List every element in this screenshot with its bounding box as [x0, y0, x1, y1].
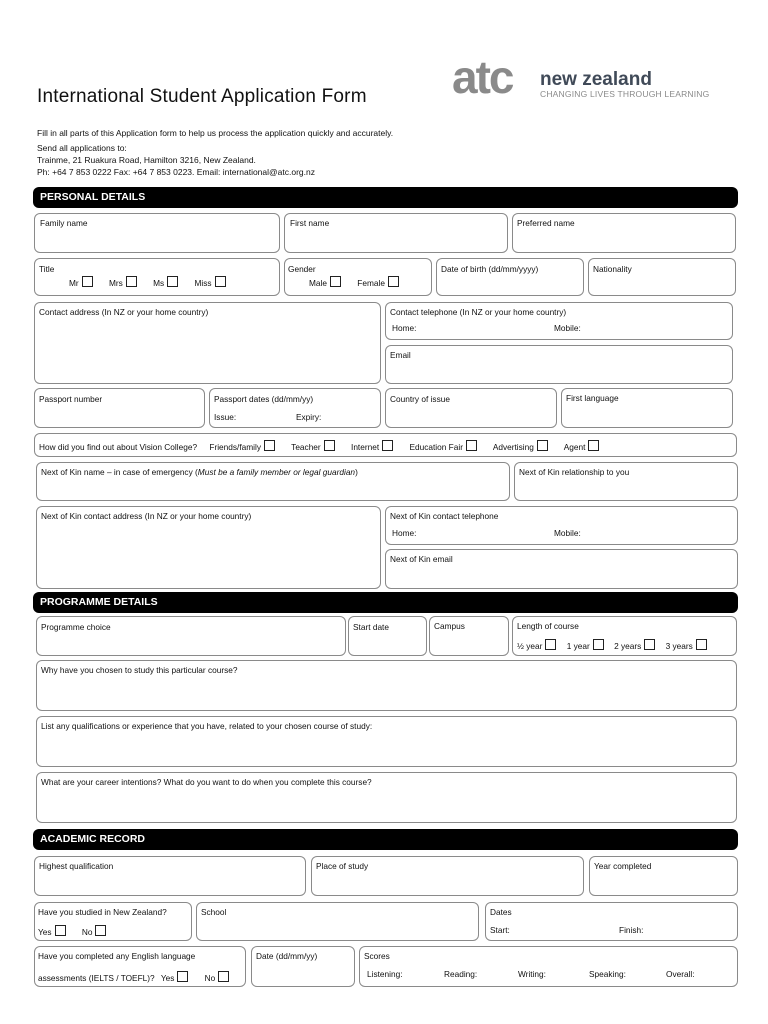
- checkbox[interactable]: [545, 639, 556, 650]
- gender-label: Gender: [288, 264, 316, 274]
- nok-telephone-field[interactable]: [385, 506, 738, 545]
- nationality-label: Nationality: [593, 264, 632, 274]
- place-of-study-label: Place of study: [316, 861, 369, 871]
- preferred-name-field[interactable]: [512, 213, 736, 253]
- nok-relationship-field[interactable]: [514, 462, 738, 501]
- career-field[interactable]: [36, 772, 737, 823]
- programme-choice-label: Programme choice: [41, 622, 111, 632]
- first-name-field[interactable]: [284, 213, 508, 253]
- section-personal: PERSONAL DETAILS: [33, 187, 738, 208]
- checkbox[interactable]: [177, 971, 188, 982]
- speaking-label: Speaking:: [589, 969, 626, 979]
- issue-label: Issue:: [214, 412, 237, 422]
- contact-telephone-field[interactable]: [385, 302, 733, 340]
- assessment-date-field[interactable]: [251, 946, 355, 987]
- school-label: School: [201, 907, 227, 917]
- start-date-label: Start date: [353, 622, 389, 632]
- atc-logo: [452, 51, 722, 104]
- family-name-field[interactable]: [34, 213, 280, 253]
- nok-email-label: Next of Kin email: [390, 554, 453, 564]
- nok-email-field[interactable]: [385, 549, 738, 589]
- no-label: No: [204, 973, 216, 983]
- checkbox[interactable]: [82, 276, 93, 287]
- checkbox[interactable]: [388, 276, 399, 287]
- checkbox[interactable]: [696, 639, 707, 650]
- how-found-label: How did you find out about Vision College?: [39, 442, 198, 452]
- title-option-label: Ms: [153, 278, 165, 288]
- address-text: Trainme, 21 Ruakura Road, Hamilton 3216, New Zealand.: [37, 155, 256, 165]
- checkbox[interactable]: [126, 276, 137, 287]
- logo-name: new zealand: [540, 69, 652, 90]
- how-found-option-label: Education Fair: [409, 442, 463, 452]
- title-field: [34, 258, 280, 296]
- gender-field: [284, 258, 432, 296]
- email-field[interactable]: [385, 345, 733, 384]
- start-label: Start:: [490, 925, 510, 935]
- english-assessment-field: [34, 946, 246, 987]
- school-field[interactable]: [196, 902, 479, 941]
- passport-dates-label: Passport dates (dd/mm/yy): [214, 394, 314, 404]
- email-label: Email: [390, 350, 411, 360]
- checkbox[interactable]: [218, 971, 229, 982]
- campus-field[interactable]: [429, 616, 509, 656]
- contact-telephone-label: Contact telephone (In NZ or your home country): [390, 307, 567, 317]
- nok-mobile-label: Mobile:: [554, 528, 581, 538]
- dates-field[interactable]: [485, 902, 738, 941]
- highest-qualification-label: Highest qualification: [39, 861, 114, 871]
- passport-number-field[interactable]: [34, 388, 205, 428]
- family-name-label: Family name: [40, 218, 88, 228]
- yes-label: Yes: [38, 927, 52, 937]
- title-option-label: Mr: [69, 278, 79, 288]
- section-programme: PROGRAMME DETAILS: [33, 592, 738, 613]
- passport-number-label: Passport number: [39, 394, 103, 404]
- studied-nz-options: [38, 925, 120, 937]
- nok-name-note: Must be a family member or legal guardian: [197, 467, 356, 477]
- no-label: No: [81, 927, 93, 937]
- nok-telephone-label: Next of Kin contact telephone: [390, 511, 499, 521]
- checkbox[interactable]: [264, 440, 275, 451]
- logo-brand: atc: [452, 51, 513, 103]
- checkbox[interactable]: [167, 276, 178, 287]
- english-assessment-options: [38, 971, 229, 983]
- gender-option-label: Female: [357, 278, 385, 288]
- length-option-label: 1 year: [566, 641, 590, 651]
- yes-label: Yes: [160, 973, 175, 983]
- title-label: Title: [39, 264, 55, 274]
- expiry-label: Expiry:: [296, 412, 322, 422]
- checkbox[interactable]: [382, 440, 393, 451]
- section-academic: ACADEMIC RECORD: [33, 829, 738, 850]
- preferred-name-label: Preferred name: [517, 218, 575, 228]
- english-assessment-label-2: assessments (IELTS / TOEFL)?: [38, 973, 155, 983]
- course-length-label: Length of course: [517, 621, 579, 631]
- assessment-date-label: Date (dd/mm/yy): [256, 951, 318, 961]
- start-date-field[interactable]: [348, 616, 427, 656]
- checkbox[interactable]: [466, 440, 477, 451]
- nok-name-close: ): [355, 467, 358, 477]
- overall-label: Overall:: [666, 969, 695, 979]
- checkbox[interactable]: [55, 925, 66, 936]
- dates-label: Dates: [490, 907, 512, 917]
- qualifications-field[interactable]: [36, 716, 737, 767]
- why-course-label: Why have you chosen to study this particular course?: [41, 665, 238, 675]
- career-label: What are your career intentions? What do you want to do when you complete this course?: [41, 777, 372, 787]
- place-of-study-field[interactable]: [311, 856, 584, 896]
- year-completed-field[interactable]: [589, 856, 738, 896]
- campus-label: Campus: [434, 621, 465, 631]
- finish-label: Finish:: [619, 925, 644, 935]
- checkbox[interactable]: [330, 276, 341, 287]
- how-found-option-label: Advertising: [492, 442, 534, 452]
- english-assessment-label: Have you completed any English language: [38, 951, 196, 961]
- studied-nz-label: Have you studied in New Zealand?: [38, 907, 167, 917]
- course-length-options: [517, 639, 707, 651]
- scores-label: Scores: [364, 951, 390, 961]
- title-option-label: Mrs: [109, 278, 123, 288]
- checkbox[interactable]: [644, 639, 655, 650]
- course-length-field: [512, 616, 737, 656]
- dob-label: Date of birth (dd/mm/yyyy): [441, 264, 539, 274]
- programme-choice-field[interactable]: [36, 616, 346, 656]
- checkbox[interactable]: [588, 440, 599, 451]
- how-found-option-label: Friends/family: [209, 442, 262, 452]
- checkbox[interactable]: [537, 440, 548, 451]
- checkbox[interactable]: [95, 925, 106, 936]
- length-option-label: ½ year: [517, 641, 543, 651]
- nok-address-label: Next of Kin contact address (In NZ or your home country): [41, 511, 252, 521]
- first-name-label: First name: [290, 218, 330, 228]
- checkbox[interactable]: [215, 276, 226, 287]
- form-title: International Student Application Form: [37, 86, 367, 107]
- writing-label: Writing:: [518, 969, 546, 979]
- listening-label: Listening:: [367, 969, 403, 979]
- first-language-field[interactable]: [561, 388, 733, 428]
- contact-text: Ph: +64 7 853 0222 Fax: +64 7 853 0223. Email: international@atc.org.nz: [37, 167, 315, 177]
- nationality-field[interactable]: [588, 258, 736, 296]
- how-found-option-label: Agent: [563, 442, 586, 452]
- length-option-label: 2 years: [614, 641, 642, 651]
- title-options: [69, 276, 240, 288]
- nok-relationship-label: Next of Kin relationship to you: [519, 467, 630, 477]
- nok-home-label: Home:: [392, 528, 417, 538]
- highest-qualification-field[interactable]: [34, 856, 306, 896]
- passport-dates-field[interactable]: [209, 388, 381, 428]
- checkbox[interactable]: [593, 639, 604, 650]
- year-completed-label: Year completed: [594, 861, 652, 871]
- nok-name-field[interactable]: [36, 462, 510, 501]
- nok-name-text: Next of Kin name – in case of emergency (: [41, 467, 198, 477]
- why-course-field[interactable]: [36, 660, 737, 711]
- how-found-option-label: Teacher: [291, 442, 321, 452]
- send-to-text: Send all applications to:: [37, 143, 127, 153]
- first-language-label: First language: [566, 393, 619, 403]
- reading-label: Reading:: [444, 969, 478, 979]
- qualifications-label: List any qualifications or experience that you have, related to your chosen course of study:: [41, 721, 373, 731]
- country-of-issue-field[interactable]: [385, 388, 557, 428]
- scores-field[interactable]: [359, 946, 738, 987]
- home-label: Home:: [392, 323, 417, 333]
- nok-name-label: [41, 467, 358, 477]
- checkbox[interactable]: [324, 440, 335, 451]
- nok-address-field[interactable]: [36, 506, 381, 589]
- dob-field[interactable]: [436, 258, 584, 296]
- mobile-label: Mobile:: [554, 323, 581, 333]
- contact-address-label: Contact address (In NZ or your home country): [39, 307, 209, 317]
- how-found-field: [34, 433, 737, 457]
- title-option-label: Miss: [194, 278, 212, 288]
- country-of-issue-label: Country of issue: [390, 394, 450, 404]
- logo-tagline: CHANGING LIVES THROUGH LEARNING: [540, 89, 710, 99]
- how-found-row: [39, 440, 613, 452]
- length-option-label: 3 years: [665, 641, 693, 651]
- gender-option-label: Male: [309, 278, 327, 288]
- how-found-option-label: Internet: [351, 442, 380, 452]
- contact-address-field[interactable]: [34, 302, 381, 384]
- intro-text: Fill in all parts of this Application form to help us process the application quickly and accurately.: [37, 128, 394, 138]
- gender-options: [309, 276, 413, 288]
- studied-nz-field: [34, 902, 192, 941]
